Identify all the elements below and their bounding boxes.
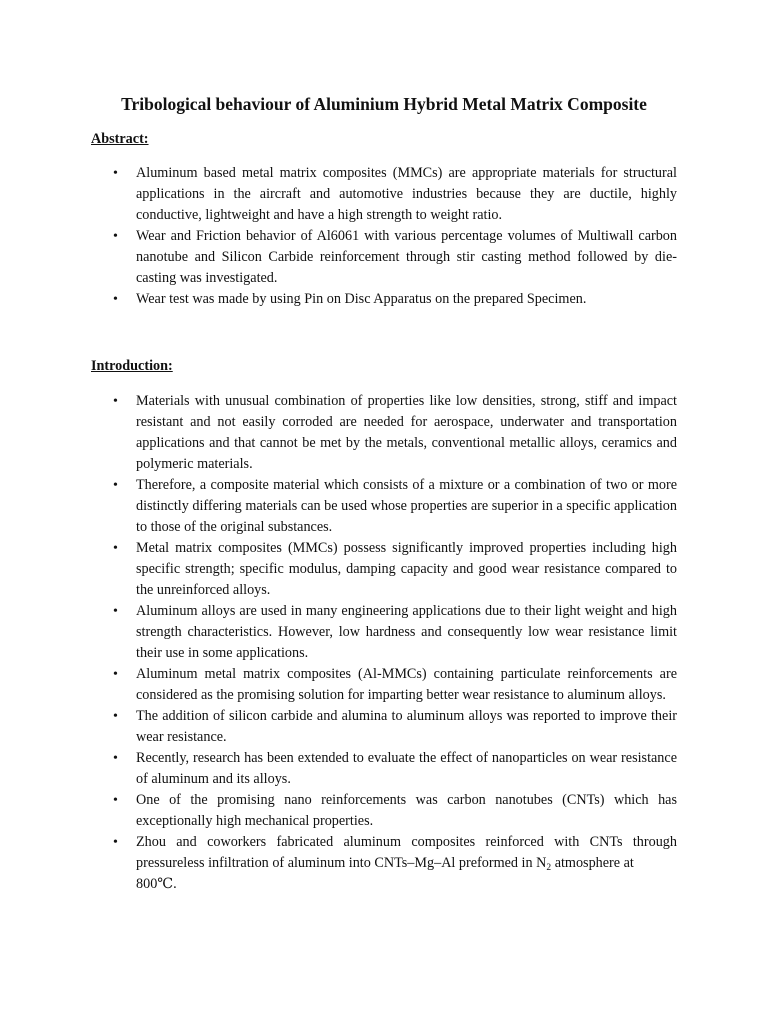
- list-item: [0, 289, 677, 310]
- list-item: [0, 706, 677, 748]
- introduction-item-text: Aluminum alloys are used in many engineering applications due to their light weight and high strength characteristics. However, low hardness and consequently low wear resistance limit their use in some applications.: [136, 603, 677, 661]
- bullet-icon: •: [113, 166, 118, 181]
- list-item: [0, 538, 677, 601]
- subscript-two: 2: [546, 863, 552, 873]
- introduction-item-text: One of the promising nano reinforcements was carbon nanotubes (CNTs) which has exceptionally high mechanical properties.: [136, 792, 677, 829]
- temperature-value: 800℃.: [136, 876, 177, 892]
- introduction-item-text: Materials with unusual combination of properties like low densities, strong, stiff and impact resistant and not easily corroded are needed for aerospace, underwater and transportation applications and that cannot be met by the metals, conventional metallic alloys, ceramics and polymeric materials.: [136, 393, 677, 472]
- bullet-icon: •: [113, 709, 118, 724]
- introduction-heading: Introduction:: [91, 358, 173, 374]
- list-item: [0, 391, 677, 475]
- bullet-icon: •: [113, 229, 118, 244]
- introduction-item-text: The addition of silicon carbide and alumina to aluminum alloys was reported to improve their wear resistance.: [136, 708, 677, 745]
- introduction-item-text: Therefore, a composite material which consists of a mixture or a combination of two or more distinctly differing materials can be used whose properties are superior in a specific application to those of the original substances.: [136, 477, 677, 535]
- introduction-list: [0, 391, 677, 895]
- list-item: [0, 226, 677, 289]
- list-item: [0, 832, 677, 895]
- item-text-after-subscript: atmosphere at: [551, 855, 634, 871]
- abstract-item-text: Wear and Friction behavior of Al6061 with various percentage volumes of Multiwall carbon nanotube and Silicon Carbide reinforcement through stir casting method followed by die-casting was investigated.: [136, 228, 677, 286]
- bullet-icon: •: [113, 292, 118, 307]
- abstract-list: [0, 163, 677, 310]
- item-text-before-subscript: Zhou and coworkers fabricated aluminum composites reinforced with CNTs through pressureless infiltration of aluminum into CNTs–Mg–Al preformed in N: [136, 834, 677, 871]
- document-title: Tribological behaviour of Aluminium Hybrid Metal Matrix Composite: [121, 94, 647, 114]
- list-item: [0, 163, 677, 226]
- bullet-icon: •: [113, 835, 118, 850]
- bullet-icon: •: [113, 394, 118, 409]
- abstract-item-text: Aluminum based metal matrix composites (MMCs) are appropriate materials for structural applications in the aircraft and automotive industries because they are ductile, highly conductive, lightweight and have a high strength to weight ratio.: [136, 165, 677, 223]
- list-item: [0, 664, 677, 706]
- bullet-icon: •: [113, 793, 118, 808]
- list-item: [0, 601, 677, 664]
- introduction-item-text: Aluminum metal matrix composites (Al-MMCs) containing particulate reinforcements are considered as the promising solution for imparting better wear resistance to aluminum alloys.: [136, 666, 677, 703]
- introduction-item-text: [136, 832, 677, 895]
- bullet-icon: •: [113, 478, 118, 493]
- bullet-icon: •: [113, 751, 118, 766]
- abstract-item-text: Wear test was made by using Pin on Disc Apparatus on the prepared Specimen.: [136, 291, 587, 307]
- bullet-icon: •: [113, 541, 118, 556]
- list-item: [0, 748, 677, 790]
- list-item: [0, 790, 677, 832]
- bullet-icon: •: [113, 667, 118, 682]
- introduction-item-text: Recently, research has been extended to evaluate the effect of nanoparticles on wear resistance of aluminum and its alloys.: [136, 750, 677, 787]
- bullet-icon: •: [113, 604, 118, 619]
- abstract-heading: Abstract:: [91, 131, 149, 147]
- list-item: [0, 475, 677, 538]
- introduction-item-text: Metal matrix composites (MMCs) possess significantly improved properties including high specific strength; specific modulus, damping capacity and good wear resistance compared to the unreinforced alloys.: [136, 540, 677, 598]
